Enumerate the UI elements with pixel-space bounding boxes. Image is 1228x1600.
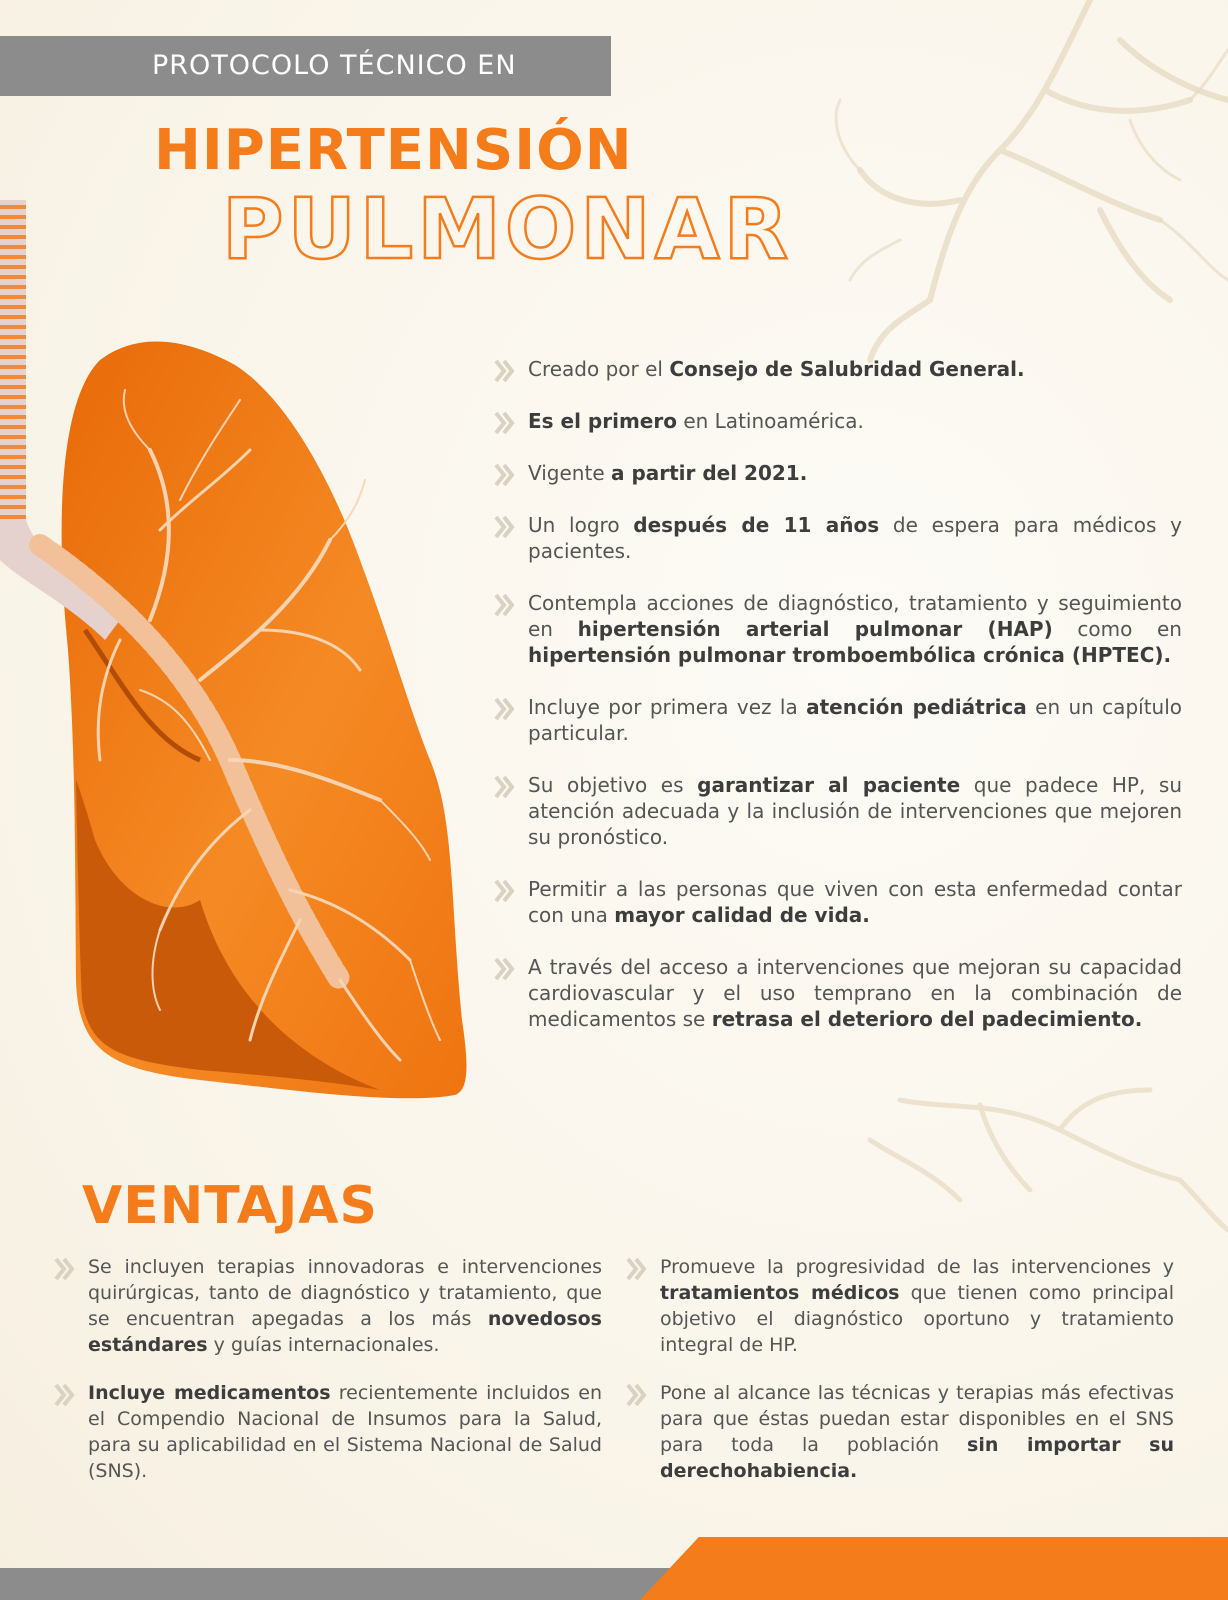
bold-run: Incluye medicamentos — [88, 1382, 331, 1404]
list-item — [494, 356, 1182, 382]
list-item — [626, 1254, 1174, 1358]
subtitle: PROTOCOLO TÉCNICO EN — [152, 50, 517, 81]
double-chevron-right-icon — [494, 878, 516, 904]
text-run: en un capítulo particular. — [528, 695, 1182, 745]
bold-run: hipertensión pulmonar tromboembólica crónica (HPTEC). — [528, 643, 1172, 667]
text-run: Su objetivo es — [528, 773, 698, 797]
list-item — [494, 772, 1182, 850]
bold-run: mayor calidad de vida. — [614, 903, 870, 927]
bold-run: sin importar su derechohabiencia. — [660, 1434, 1175, 1482]
list-item — [626, 1380, 1174, 1484]
bullet-text — [528, 460, 1182, 486]
text-run: y guías internacionales. — [207, 1334, 440, 1356]
ventajas-left-column — [54, 1254, 602, 1506]
bold-run: Consejo de Salubridad General. — [669, 357, 1025, 381]
list-item — [494, 876, 1182, 928]
text-run: Incluye por primera vez la — [528, 695, 807, 719]
list-item — [54, 1254, 602, 1358]
bullet-text — [660, 1380, 1174, 1484]
bold-run: novedosos estándares — [88, 1308, 602, 1356]
lung-illustration — [0, 200, 480, 1130]
list-item — [494, 512, 1182, 564]
double-chevron-right-icon — [54, 1256, 76, 1282]
bullet-text — [528, 772, 1182, 850]
double-chevron-right-icon — [494, 462, 516, 488]
list-item — [54, 1380, 602, 1484]
double-chevron-right-icon — [494, 514, 516, 540]
double-chevron-right-icon — [54, 1382, 76, 1408]
double-chevron-right-icon — [494, 696, 516, 722]
bullet-text — [88, 1254, 602, 1358]
bullet-text — [660, 1254, 1174, 1358]
text-run: de espera para médicos y pacientes. — [528, 513, 1182, 563]
title-line-1: HIPERTENSIÓN — [154, 118, 633, 183]
title-line-2: PULMONAR — [222, 180, 793, 278]
bold-run: Es el primero — [528, 409, 677, 433]
footer-orange-band — [640, 1537, 1228, 1600]
text-run: A través del acceso a intervenciones que mejoran su capacidad cardiovascular y el uso temprano en la combinación de medicamentos se — [528, 955, 1182, 1031]
double-chevron-right-icon — [494, 592, 516, 618]
bold-run: después de 11 años — [633, 513, 880, 537]
double-chevron-right-icon — [626, 1382, 648, 1408]
list-item — [494, 954, 1182, 1032]
bold-run: tratamientos médicos — [660, 1282, 900, 1304]
list-item — [494, 590, 1182, 668]
bold-run: retrasa el deterioro del padecimiento. — [711, 1007, 1143, 1031]
bullet-text — [528, 590, 1182, 668]
text-run: Promueve la progresividad de las intervenciones y — [660, 1256, 1174, 1278]
double-chevron-right-icon — [626, 1256, 648, 1282]
double-chevron-right-icon — [494, 410, 516, 436]
text-run: Vigente — [528, 461, 611, 485]
section-title-ventajas: VENTAJAS — [82, 1176, 379, 1236]
double-chevron-right-icon — [494, 956, 516, 982]
text-run: que tienen como principal objetivo el diagnóstico oportuno y tratamiento integral de HP. — [660, 1282, 1175, 1356]
list-item — [494, 694, 1182, 746]
bullet-text — [528, 408, 1182, 434]
text-run: Contempla acciones de diagnóstico, tratamiento y seguimiento en — [528, 591, 1182, 641]
bullet-text — [528, 694, 1182, 746]
subtitle-band — [0, 36, 611, 96]
main-bullet-list — [494, 356, 1182, 1058]
bold-run: atención pediátrica — [806, 695, 1027, 719]
text-run: que padece HP, su atención adecuada y la inclusión de intervenciones que mejoren su pronóstico. — [528, 773, 1182, 849]
bullet-text — [528, 954, 1182, 1032]
text-run: Un logro — [528, 513, 634, 537]
ventajas-right-column — [626, 1254, 1174, 1506]
bold-run: a partir del 2021. — [610, 461, 808, 485]
text-run: recientemente incluidos en el Compendio Nacional de Insumos para la Salud, para su aplicabilidad en el Sistema Nacional de Salud (SNS). — [88, 1382, 602, 1482]
bold-run: garantizar al paciente — [697, 773, 961, 797]
text-run: como en — [1052, 617, 1182, 641]
text-run: Permitir a las personas que viven con esta enfermedad contar con una — [528, 877, 1182, 927]
list-item — [494, 408, 1182, 434]
text-run: Pone al alcance las técnicas y terapias más efectivas para que éstas puedan estar disponibles en el SNS para toda la población — [660, 1382, 1174, 1456]
text-run: Se incluyen terapias innovadoras e intervenciones quirúrgicas, tanto de diagnóstico y tratamiento, que se encuentran apegadas a los más — [88, 1256, 602, 1330]
double-chevron-right-icon — [494, 358, 516, 384]
bold-run: hipertensión arterial pulmonar (HAP) — [577, 617, 1053, 641]
text-run: Creado por el — [528, 357, 670, 381]
text-run: en Latinoamérica. — [676, 409, 864, 433]
bullet-text — [88, 1380, 602, 1484]
bullet-text — [528, 356, 1182, 382]
bullet-text — [528, 876, 1182, 928]
double-chevron-right-icon — [494, 774, 516, 800]
bullet-text — [528, 512, 1182, 564]
list-item — [494, 460, 1182, 486]
